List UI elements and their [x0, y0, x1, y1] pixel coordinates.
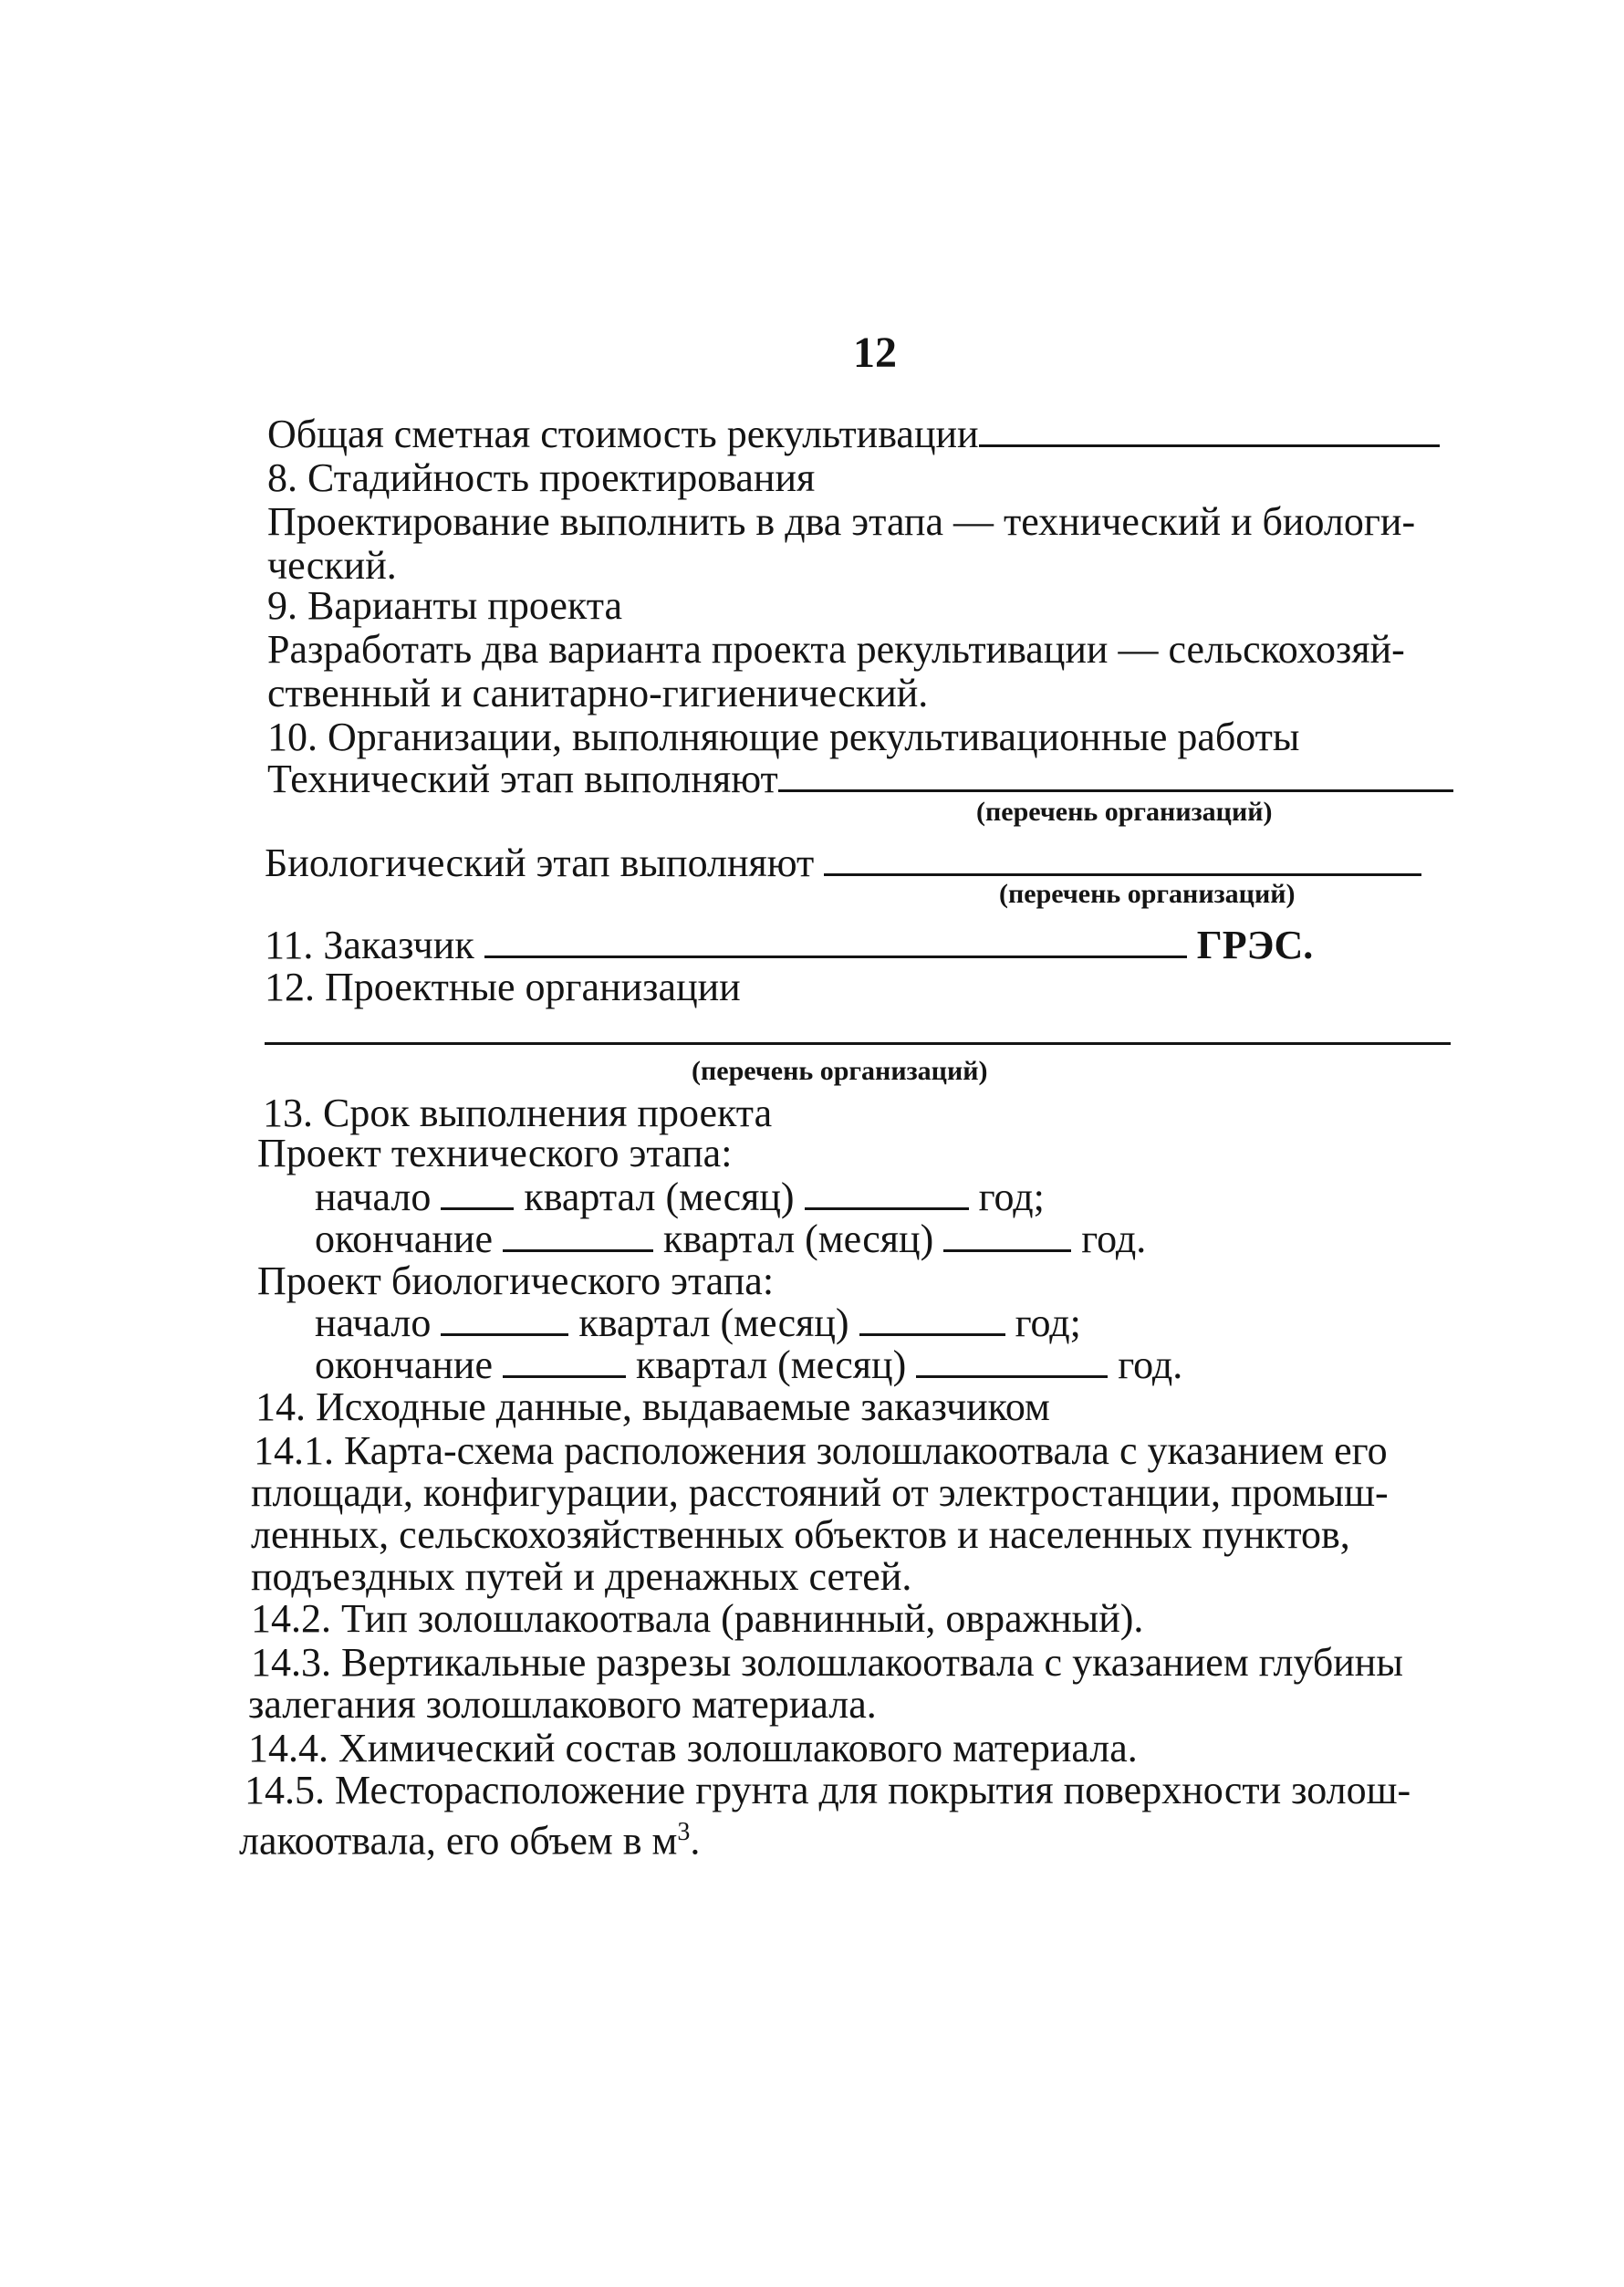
cubic-superscript: 3: [677, 1818, 691, 1846]
technical-start-year-blank: [805, 1176, 969, 1210]
year-label: год.: [1081, 1217, 1147, 1261]
page-number: 12: [853, 329, 897, 377]
section-12-heading: 12. Проектные организации: [265, 965, 741, 1009]
section-8-text-1: Проектирование выполнить в два этапа — технический и биологи-: [267, 499, 1416, 544]
technical-stage-blank: [778, 758, 1453, 792]
year-label: год;: [1015, 1300, 1081, 1345]
technical-end-quarter-blank: [503, 1218, 653, 1252]
customer-label: 11. Заказчик: [265, 923, 474, 967]
end-label: окончание: [315, 1217, 493, 1261]
section-13-heading: 13. Срок выполнения проекта: [263, 1091, 773, 1135]
org-list-caption-3: (перечень организаций): [692, 1056, 988, 1086]
technical-end-year-blank: [943, 1218, 1071, 1252]
item-14-1-line-1: 14.1. Карта-схема расположения золошлакоотвала с указанием его: [254, 1428, 1388, 1473]
year-label: год.: [1118, 1342, 1183, 1387]
technical-end-line: [315, 1217, 1146, 1261]
customer-suffix: ГРЭС.: [1196, 923, 1314, 967]
customer-line: [265, 924, 1313, 967]
total-cost-label: Общая сметная стоимость рекультивации: [267, 412, 979, 456]
biological-end-year-blank: [916, 1344, 1108, 1378]
technical-start-line: [315, 1175, 1045, 1219]
start-label: начало: [315, 1300, 432, 1345]
biological-start-quarter-blank: [441, 1302, 568, 1336]
total-cost-blank: [979, 413, 1440, 447]
biological-stage-label: Биологический этап выполняют: [265, 841, 815, 885]
item-14-3-line-1: 14.3. Вертикальные разрезы золошлакоотвала с указанием глубины: [251, 1640, 1403, 1685]
section-9-heading: 9. Варианты проекта: [267, 583, 622, 628]
biological-project-label: Проект биологического этапа:: [257, 1258, 775, 1303]
item-14-3-line-2: залегания золошлакового материала.: [248, 1682, 877, 1727]
section-14-heading: 14. Исходные данные, выдаваемые заказчиком: [255, 1384, 1050, 1429]
item-14-5-line-1: 14.5. Месторасположение грунта для покрытия поверхности золош-: [245, 1768, 1411, 1812]
item-14-1-line-4: подъездных путей и дренажных сетей.: [251, 1554, 912, 1599]
biological-end-line: [315, 1343, 1182, 1387]
org-list-caption-2: (перечень организаций): [999, 879, 1296, 909]
item-14-1-line-2: площади, конфигурации, расстояний от электростанции, промыш-: [251, 1470, 1389, 1515]
technical-stage-label: Технический этап выполняют: [267, 757, 778, 801]
item-14-2: 14.2. Тип золошлакоотвала (равнинный, овражный).: [251, 1596, 1144, 1641]
quarter-month-label: квартал (месяц): [524, 1175, 795, 1219]
quarter-month-label: квартал (месяц): [635, 1342, 907, 1387]
section-9-text-1: Разработать два варианта проекта рекультивации — сельскохозяй-: [267, 627, 1405, 672]
section-10-heading: 10. Организации, выполняющие рекультивационные работы: [267, 715, 1300, 759]
start-label: начало: [315, 1175, 432, 1219]
end-label: окончание: [315, 1342, 493, 1387]
item-14-5-text: лакоотвала, его объем в м: [239, 1818, 678, 1864]
year-label: год;: [978, 1175, 1045, 1219]
org-list-caption-1: (перечень организаций): [976, 797, 1273, 827]
item-14-1-line-3: ленных, сельскохозяйственных объектов и населенных пунктов,: [251, 1512, 1350, 1557]
total-cost-line: [267, 412, 1440, 456]
quarter-month-label: квартал (месяц): [662, 1217, 934, 1261]
biological-stage-blank: [824, 842, 1421, 876]
section-8-text-2: ческий.: [267, 543, 397, 588]
technical-start-quarter-blank: [441, 1176, 514, 1210]
quarter-month-label: квартал (месяц): [578, 1300, 849, 1345]
design-orgs-blank: [265, 1042, 1451, 1045]
section-9-text-2: ственный и санитарно-гигиенический.: [267, 671, 929, 715]
item-14-5-line-2: [239, 1811, 700, 1864]
customer-blank: [484, 924, 1187, 958]
item-14-5-period: .: [690, 1818, 701, 1864]
biological-start-line: [315, 1301, 1081, 1345]
biological-end-quarter-blank: [503, 1344, 626, 1378]
item-14-4: 14.4. Химический состав золошлакового материала.: [248, 1726, 1138, 1770]
technical-stage-line: [267, 757, 1453, 801]
technical-project-label: Проект технического этапа:: [257, 1131, 733, 1175]
section-8-heading: 8. Стадийность проектирования: [267, 455, 816, 500]
biological-start-year-blank: [859, 1302, 1005, 1336]
